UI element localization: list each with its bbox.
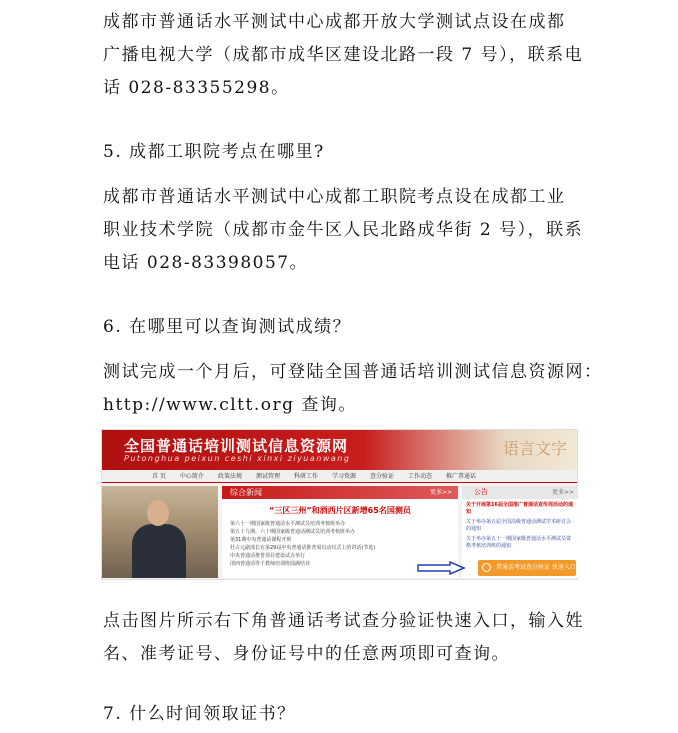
nav-item[interactable]: 中心简介: [179, 473, 204, 480]
question-heading-6: 6. 在哪里可以查询测试成绩？: [103, 317, 352, 337]
notice-item[interactable]: 关于开展第16届全国推广普通话宣传周活动的通知: [466, 502, 573, 515]
news-item[interactable]: 第六十一期国家级普通话水平测试员培训考核班举办: [230, 521, 346, 527]
text-line: 成都市普通话水平测试中心成都开放大学测试点设在成都: [103, 12, 566, 32]
news-item[interactable]: 中央普通话推普项目建设试点举行: [230, 553, 306, 559]
text-line: 成都市普通话水平测试中心成都工职院考点设在成都工业: [103, 187, 566, 207]
site-subtitle: Putonghua peixun ceshi xinxi ziyuanwang: [124, 454, 351, 463]
nav-item[interactable]: 首 页: [152, 473, 166, 480]
news-item[interactable]: 清西普通话等千教师培训班圆满结业: [230, 561, 311, 567]
text-line: 广播电视大学（成都市成华区建设北路一段 7 号），联系电: [103, 45, 584, 65]
news-panel-header: [222, 486, 458, 499]
notice-item[interactable]: 关于举办第五届全国高级普通话测试学术研讨会的通知: [466, 519, 572, 532]
news-item[interactable]: 第五十九期、六十期国家级普通话测试员培训考核班举办: [230, 529, 356, 535]
question-heading-5: 5. 成都工职院考点在哪里?: [103, 142, 325, 162]
score-query-quick-entry-button[interactable]: [478, 560, 576, 587]
site-nav: [102, 470, 577, 483]
text-line: 话 028-83355298。: [103, 78, 290, 98]
paragraph-test-site-polytechnic: [103, 181, 583, 280]
nav-item[interactable]: 测试管理: [255, 473, 280, 480]
text-line: 点击图片所示右下角普通话考试查分验证快速入口，输入姓: [103, 611, 584, 631]
nav-item[interactable]: 推广普通话: [446, 473, 477, 480]
question-heading-7: 7. 什么时间领取证书？: [103, 704, 296, 724]
site-banner: [102, 430, 577, 470]
news-headline[interactable]: “三区三州”和酒西片区新增65名国测员: [269, 506, 411, 515]
paragraph-score-query: [103, 356, 603, 422]
text-line: 职业技术学院（成都市金牛区人民北路成华街 2 号），联系: [103, 220, 584, 240]
site-title: 全国普通话培训测试信息资源网: [124, 437, 349, 455]
news-item[interactable]: 第31期中央普通话课程开班: [230, 537, 292, 543]
nav-item[interactable]: 科研工作: [293, 473, 318, 480]
nav-item[interactable]: 学习资源: [331, 473, 356, 480]
paragraph-test-site-open-university: [103, 6, 583, 105]
nav-item[interactable]: 工作动态: [408, 473, 433, 480]
text-line: 测试完成一个月后，可登陆全国普通话培训测试信息资源网：: [103, 362, 603, 382]
text-line: 名、准考证号、身份证号中的任意两项即可查询。: [103, 644, 510, 664]
website-screenshot: [101, 429, 578, 587]
news-item[interactable]: 杜占元副部长在第29届中央普通话推普周启动仪式上的讲话(节选): [230, 545, 376, 551]
news-photo: [102, 486, 218, 578]
text-line: http://www.cltt.org 查询。: [103, 395, 357, 415]
banner-decoration: 语言文字: [502, 439, 567, 458]
notice-more-link[interactable]: 更多>>: [551, 489, 574, 496]
paragraph-query-instructions: [103, 605, 583, 671]
magnifier-icon: [482, 563, 491, 572]
arrow-right-icon: [416, 561, 466, 575]
news-panel-label: 综合新闻: [230, 488, 262, 497]
news-more-link[interactable]: 更多>>: [429, 489, 452, 496]
notice-panel-label: 公告: [474, 488, 488, 496]
photo-person-body: [132, 524, 186, 578]
notice-item[interactable]: 关于举办第五十一期国家级普通话水平测试员资格考核培训班的通知: [466, 536, 572, 549]
notice-panel-header: [462, 486, 578, 499]
photo-person-head: [147, 500, 169, 526]
quick-entry-label: 普通话考试查分验证 快速入口 >>: [496, 564, 576, 587]
text-line: 电话 028-83398057。: [103, 253, 309, 273]
nav-item[interactable]: 政策法规: [217, 473, 242, 480]
nav-item[interactable]: 查分验证: [370, 473, 395, 480]
